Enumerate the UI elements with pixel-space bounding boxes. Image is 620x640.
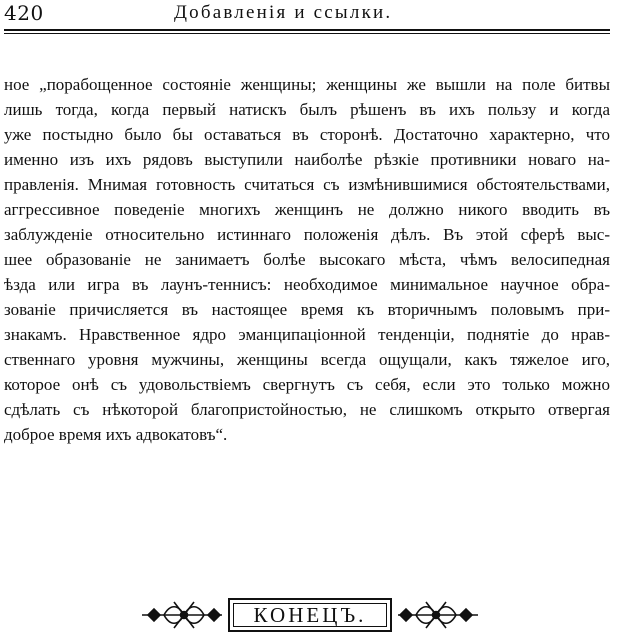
finis-ornament [140,594,480,636]
ornament-icon [140,594,224,636]
page-number: 420 [4,1,44,25]
text-line: ѣзда или игра въ лаунъ-теннисъ: необходимое минимальное научное обра- [4,275,610,294]
text-line: ственнаго уровня мужчины, женщины всегда ощущали, какъ тяжелое иго, [4,350,610,369]
text-line: правленія. Мнимая готовность считаться съ измѣнившимися обстоятельствами, [4,175,610,194]
running-title: Добавленія и ссылки. [174,2,393,23]
header-rule [4,29,610,34]
text-line: шее образованіе не занимаетъ болѣе высокаго мѣста, чѣмъ велосипедная [4,250,610,269]
text-line: ное „порабощенное состояніе женщины; женщины же вышли на поле битвы [4,75,610,94]
text-line: знакамъ. Нравственное ядро эманципаціонной тенденціи, поднятіе до нрав- [4,325,610,344]
text-line: именно изъ ихъ рядовъ выступили наиболѣе рѣзкіе противники новаго на- [4,150,610,169]
finis-frame [228,598,392,632]
text-line: лишь тогда, когда первый натискъ былъ рѣшенъ въ ихъ пользу и когда [4,100,610,119]
text-line: которое онѣ съ удовольствіемъ свергнутъ съ себя, если это только можно [4,375,610,394]
text-line: заблужденіе относительно истиннаго положенія дѣлъ. Въ этой сферѣ выс- [4,225,610,244]
text-line: сдѣлать съ нѣкоторой благопристойностью, не слишкомъ открыто отвергая [4,400,610,419]
ornament-icon [396,594,480,636]
text-line: аггрессивное поведеніе многихъ женщинъ не должно никого вводить въ [4,200,610,219]
finis-word: КОНЕЦЪ. [253,602,367,627]
text-line: зованіе причисляется въ настоящее время къ вторичнымъ половымъ при- [4,300,610,319]
text-line: доброе время ихъ адвокатовъ“. [4,425,228,444]
body-text [4,72,610,447]
text-line: уже постыдно было бы оставаться въ сторонѣ. Достаточно характерно, что [4,125,610,144]
running-header [4,0,610,26]
